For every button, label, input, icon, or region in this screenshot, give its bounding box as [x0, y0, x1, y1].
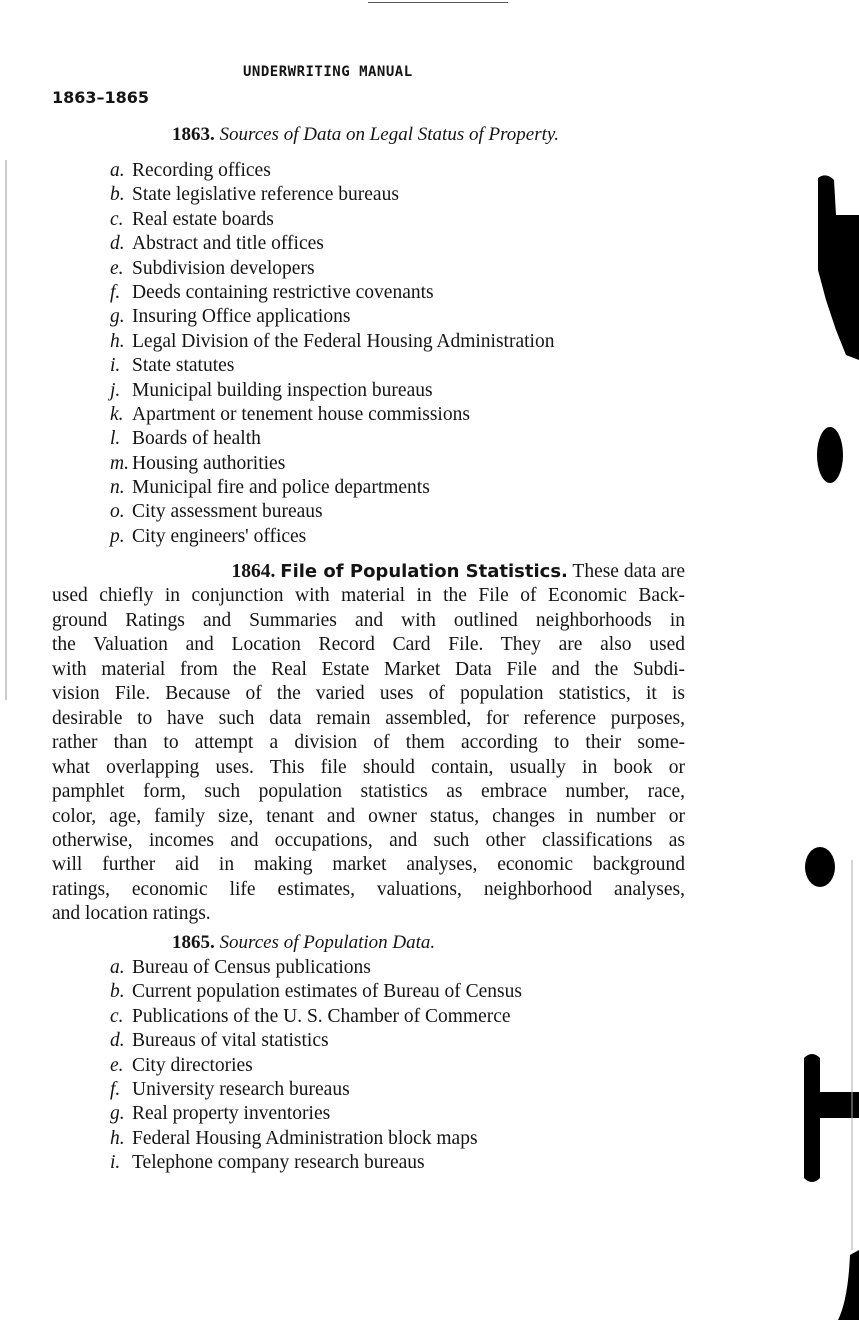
- section-1863-number: 1863.: [172, 124, 215, 145]
- section-1865-heading: [172, 932, 435, 954]
- section-1864-title: File of Population Statistics.: [280, 561, 568, 582]
- list-item: l. Boards of health: [110, 428, 261, 450]
- list-item: h. Federal Housing Administration block maps: [110, 1127, 478, 1149]
- list-item: g. Real property inventories: [110, 1103, 331, 1125]
- binding-mark-top: [818, 175, 859, 360]
- list-item: a. Bureau of Census publications: [110, 957, 371, 978]
- list-item: a. Recording offices: [110, 160, 271, 181]
- paragraph-line: otherwise, incomes and occupations, and such other classifications as: [52, 829, 685, 851]
- list-item: d. Bureaus of vital statistics: [110, 1030, 329, 1052]
- paragraph-line: color, age, family size, tenant and owner status, changes in number or: [52, 805, 685, 827]
- list-item: f. University research bureaus: [110, 1078, 350, 1100]
- top-scan-rule: [368, 2, 508, 3]
- list-item: m. Housing authorities: [110, 452, 286, 474]
- section-range: 1863–1865: [52, 88, 150, 107]
- binding-mark-dot: [805, 847, 835, 887]
- section-1863-heading: [172, 124, 559, 146]
- paragraph-line: pamphlet form, such population statistics as embrace number, race,: [52, 781, 685, 803]
- list-item: c. Real estate boards: [110, 208, 274, 230]
- section-1863-list: [110, 159, 554, 549]
- list-item: b. State legislative reference bureaus: [110, 184, 399, 206]
- paragraph-line: what overlapping uses. This file should contain, usually in book or: [52, 756, 685, 778]
- section-1865-number: 1865.: [172, 932, 215, 953]
- list-item: e. City directories: [110, 1054, 253, 1076]
- paragraph-line: used chiefly in conjunction with material in the File of Economic Back-: [52, 585, 685, 607]
- section-1864-number: 1864.: [231, 561, 276, 582]
- paragraph-line: will further aid in making market analyses, economic background: [52, 854, 685, 876]
- section-1865-list: [110, 956, 522, 1176]
- section-1864-paragraph: [52, 560, 685, 927]
- section-1864-lead: These data are: [572, 561, 685, 582]
- paragraph-line: rather than to attempt a division of them according to their some-: [52, 732, 685, 754]
- list-item: c. Publications of the U. S. Chamber of Commerce: [110, 1005, 511, 1027]
- paragraph-line: with material from the Real Estate Market Data File and the Subdi-: [52, 658, 685, 680]
- paragraph-line: vision File. Because of the varied uses of population statistics, it is: [52, 683, 685, 705]
- list-item: e. Subdivision developers: [110, 257, 315, 279]
- list-item: n. Municipal fire and police departments: [110, 477, 430, 499]
- list-item: g. Insuring Office applications: [110, 306, 351, 328]
- paragraph-line: and location ratings.: [52, 903, 211, 925]
- paragraph-line: desirable to have such data remain assembled, for reference purposes,: [52, 707, 685, 729]
- paragraph-line: ratings, economic life estimates, valuations, neighborhood analyses,: [52, 878, 685, 900]
- list-item: h. Legal Division of the Federal Housing Administration: [110, 330, 555, 352]
- binding-mark-corner: [838, 1250, 859, 1320]
- list-item: i. State statutes: [110, 355, 235, 377]
- list-item: o. City assessment bureaus: [110, 501, 323, 523]
- running-title: UNDERWRITING MANUAL: [243, 64, 413, 80]
- list-item: b. Current population estimates of Bureau of Census: [110, 981, 522, 1003]
- list-item: f. Deeds containing restrictive covenants: [110, 281, 434, 303]
- list-item: p. City engineers' offices: [110, 525, 307, 547]
- list-item: d. Abstract and title offices: [110, 233, 324, 255]
- paragraph-line: the Valuation and Location Record Card File. They are also used: [52, 634, 685, 656]
- list-item: j. Municipal building inspection bureaus: [110, 379, 433, 401]
- paragraph-line: ground Ratings and Summaries and with outlined neighborhoods in: [52, 609, 685, 631]
- list-item: i. Telephone company research bureaus: [110, 1152, 425, 1174]
- section-1864-lead-line: [52, 560, 685, 584]
- list-item: k. Apartment or tenement house commissions: [110, 403, 470, 425]
- section-1865-title: Sources of Population Data.: [219, 932, 436, 953]
- binding-mark-oval: [817, 427, 843, 483]
- section-1863-title: Sources of Data on Legal Status of Property.: [219, 124, 560, 145]
- binding-mark-bottom: [804, 1054, 859, 1182]
